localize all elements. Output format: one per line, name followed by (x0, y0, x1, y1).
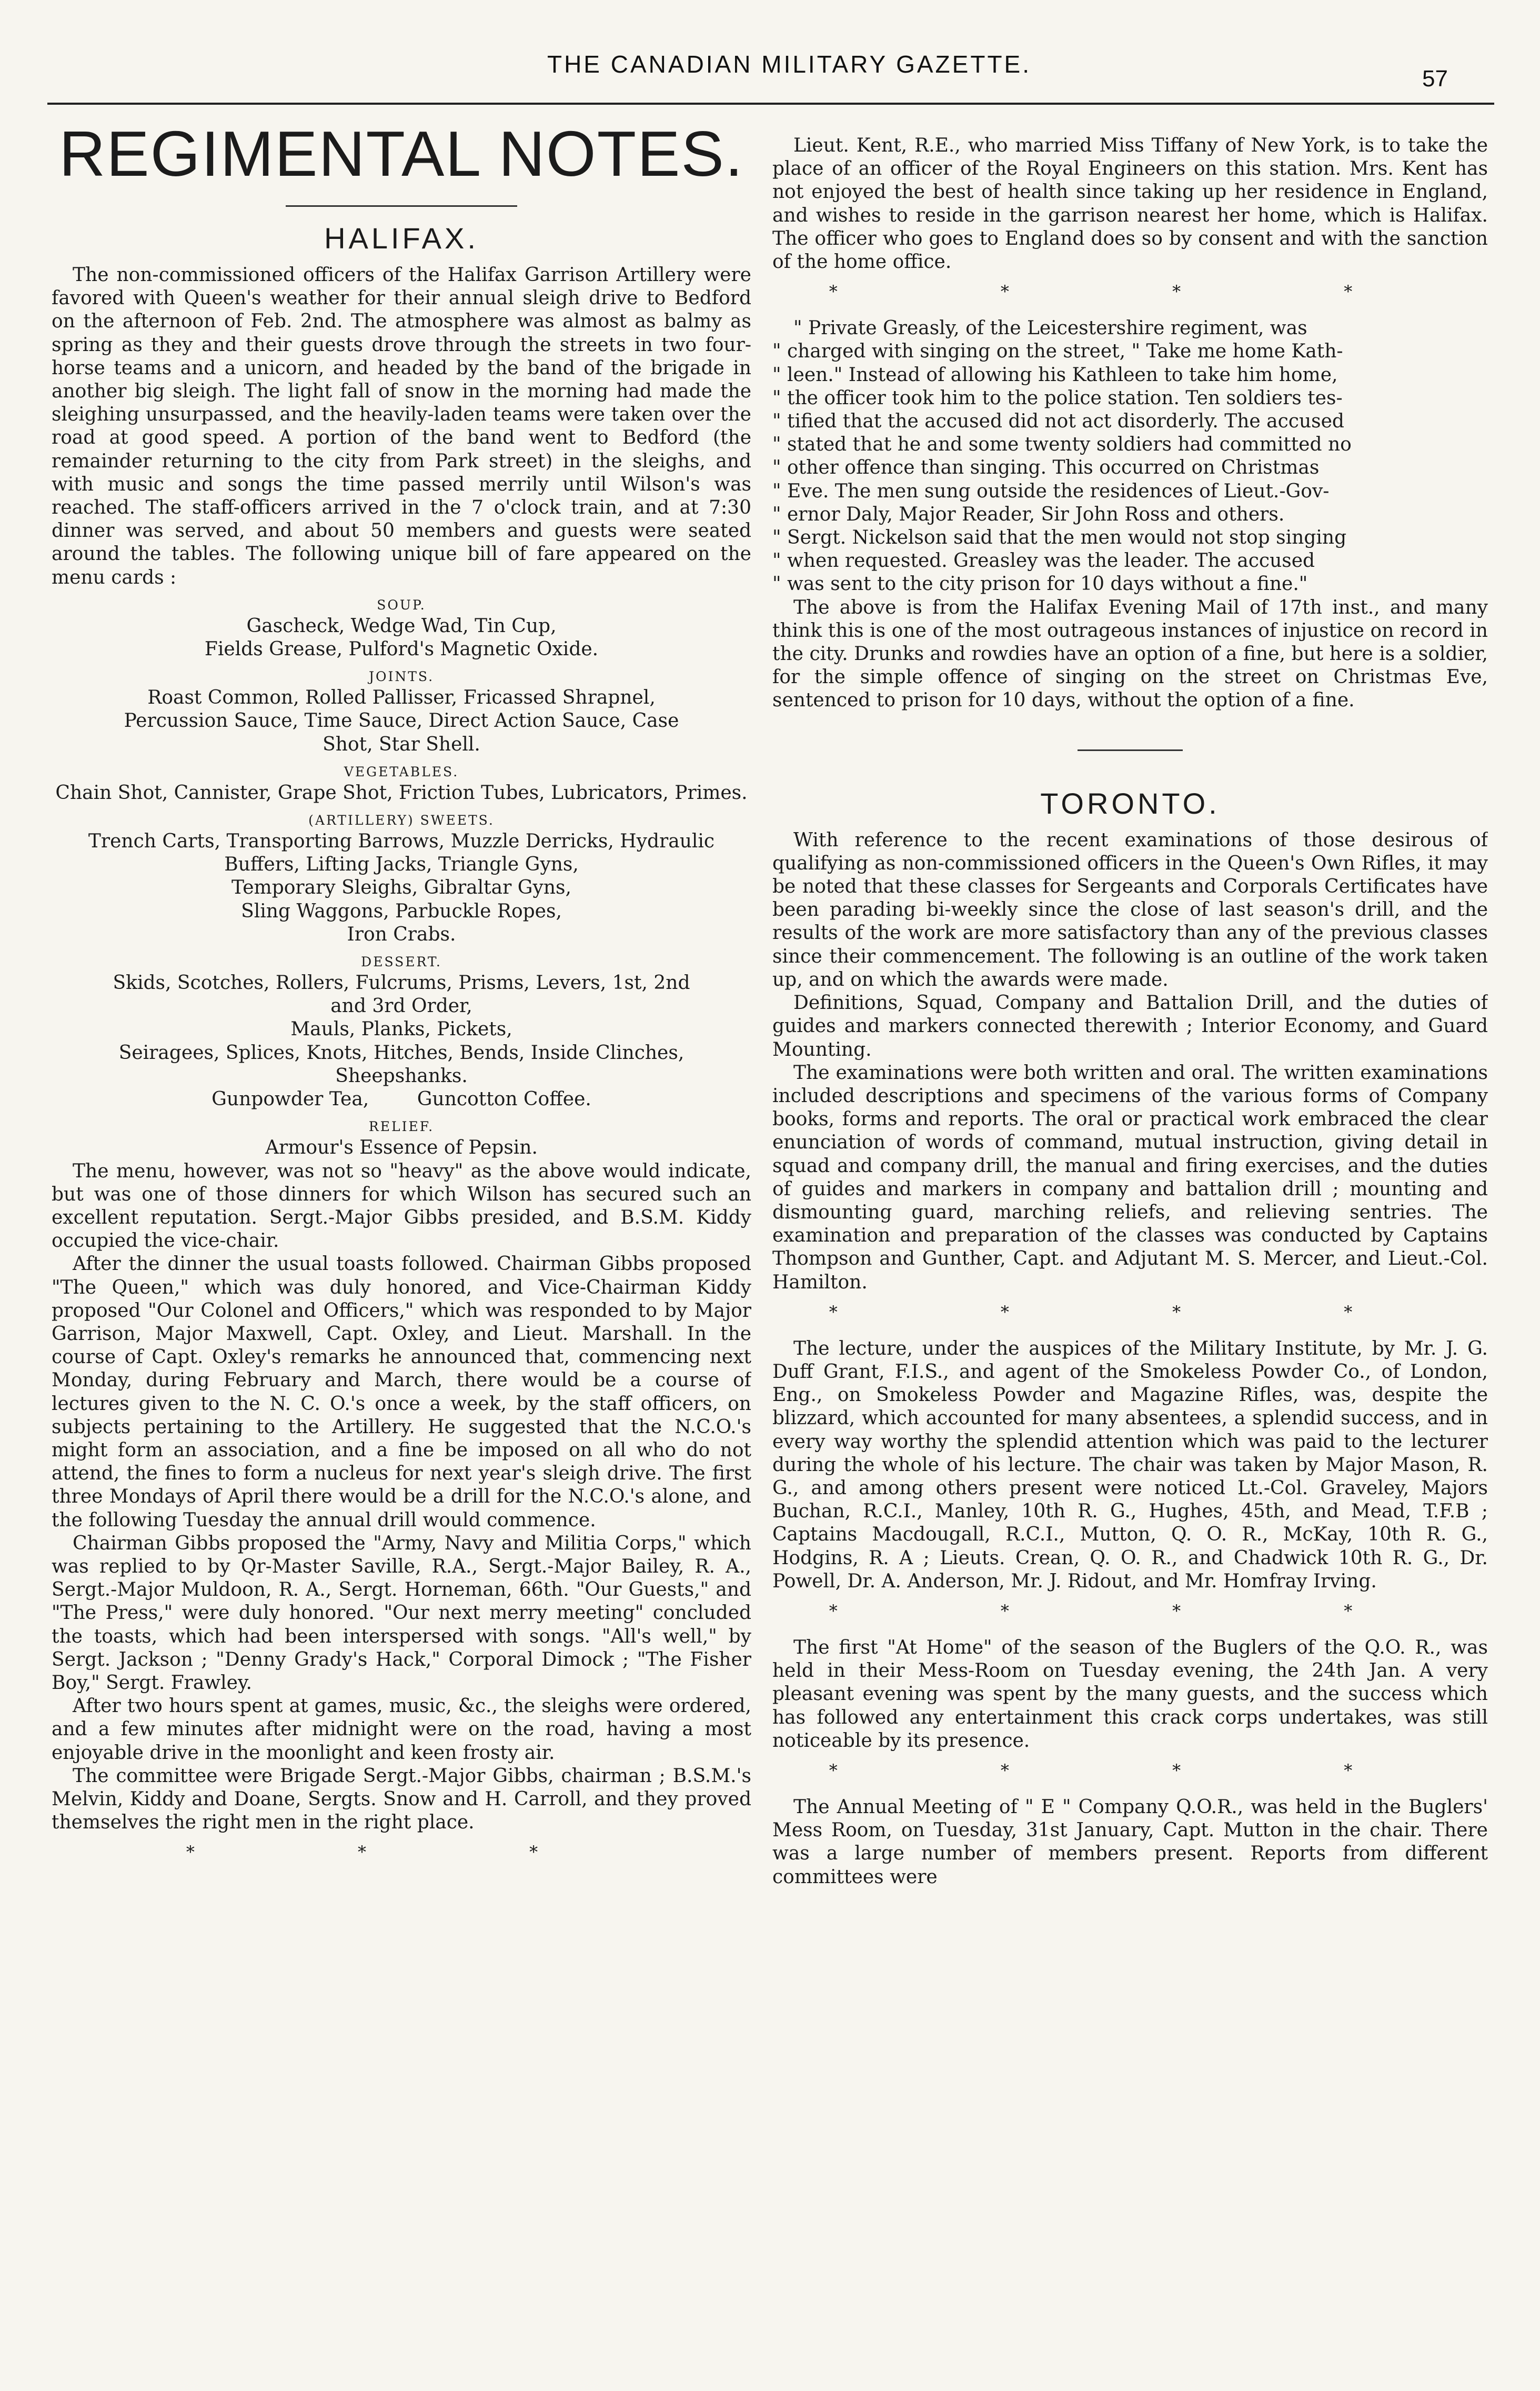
quote-line: " Sergt. Nickelson said that the men would not stop singing (772, 527, 1347, 549)
menu-line: Fields Grease, Pulford's Magnetic Oxide. (204, 638, 599, 661)
quote-line: " ernor Daly, Major Reader, Sir John Ross and others. (772, 503, 1285, 525)
title-rule (286, 205, 517, 207)
toronto-paragraph-2: Definitions, Squad, Company and Battalion Drill, and the duties of guides and markers connected therewith ; Interior Economy, and Guard Mounting. (772, 992, 1488, 1061)
quote-line: " Private Greasly, of the Leicestershire regiment, was (793, 317, 1307, 339)
toronto-heading: TORONTO. (1040, 786, 1220, 820)
toronto-paragraph-3: The examinations were both written and oral. The written examinations included descriptions and specimens of the various forms of Company books, forms and reports. The oral or practical work embraced the clear enunciation of words of command, mutual instruction, giving detail in squad and company drill, the manual and firing exercises, and the duties of guides and markers in company and battalion drill ; mounting and dismounting guard, marching reliefs, and relieving sentries. The examination and preparation of the classes was conducted by Captains Thompson and Gunther, Capt. and Adjutant M. S. Mercer, and Lieut.-Col. Hamilton. (772, 1062, 1488, 1293)
menu-line: Mauls, Planks, Pickets, (290, 1018, 512, 1041)
halifax-paragraph-2: The menu, however, was not so "heavy" as the above would indicate, but was one of those dinners for which Wilson has secured such an excellent reputation. Sergt.-Major Gibbs presided, and B.S.M. Kiddy occupied the vice-chair. (52, 1160, 751, 1252)
section-separator-stars: * * * * (829, 1600, 1432, 1621)
menu-line: Chain Shot, Cannister, Grape Shot, Friction Tubes, Lubricators, Primes. (55, 782, 748, 804)
menu-heading-vegetables: VEGETABLES. (344, 764, 459, 779)
quote-line: " leen." Instead of allowing his Kathleen to take him home, (772, 364, 1338, 386)
menu-line: Trench Carts, Transporting Barrows, Muzzle Derricks, Hydraulic Buffers, Lifting Jacks, Triangle Gyns, (88, 831, 715, 876)
section-separator-stars: * * * * (829, 282, 1432, 302)
menu-heading-relief: RELIEF. (368, 1119, 435, 1135)
halifax-paragraph-1: The non-commissioned officers of the Halifax Garrison Artillery were favored with Queen's weather for their annual sleigh drive to Bedford on the afternoon of Feb. 2nd. The atmosphere was almost as balmy as spring as they and their guests drove through the streets in two four-horse teams and a unicorn, and headed by the band of the brigade in another big sleigh. The light fall of snow in the morning had made the sleighing unsurpassed, and the heavily-laden teams were taken over the road at good speed. A portion of the band went to Bedford (the remainder returning to the city from Park street) in the sleighs, and with music and songs the time passed merrily until Wilson's was reached. The staff-officers arrived in the 7 o'clock train, and at 7:30 dinner was served, and about 50 members and guests were seated around the tables. The following unique bill of fare appeared on the menu cards : (52, 264, 751, 588)
menu-line: Temporary Sleighs, Gibraltar Gyns, (231, 877, 571, 899)
menu-bill-of-fare (52, 597, 751, 1160)
page-title: REGIMENTAL NOTES. (59, 118, 744, 189)
menu-line: Seiragees, Splices, Knots, Hitches, Bends, Inside Clinches, (118, 1042, 685, 1064)
menu-heading-joints: JOINTS. (368, 669, 435, 685)
menu-line: Shot, Star Shell. (323, 733, 480, 755)
menu-heading-sweets: (ARTILLERY) SWEETS. (308, 813, 495, 828)
halifax-paragraph-7: Lieut. Kent, R.E., who married Miss Tiffany of New York, is to take the place of an officer of the Royal Engineers on this station. Mrs. Kent has not enjoyed the best of health since taking up her residence in England, and wishes to reside in the garrison nearest her home, which is Halifax. The officer who goes to England does so by consent and with the sanction of the home office. (772, 135, 1488, 273)
quote-line: " the officer took him to the police station. Ten soldiers tes- (772, 387, 1343, 409)
menu-heading-soup: SOUP. (377, 597, 426, 613)
toronto-paragraph-5: The first "At Home" of the season of the Buglers of the Q.O. R., was held in their Mess-Room on Tuesday evening, the 24th Jan. A very pleasant evening was spent by the many guests, and the success which has followed any entertainment this crack corps undertakes, was still noticeable by its presence. (772, 1636, 1488, 1752)
menu-heading-dessert: DESSERT. (361, 954, 442, 970)
halifax-paragraph-4: Chairman Gibbs proposed the "Army, Navy and Militia Corps," which was replied to by Qr-Master Saville, R.A., Sergt.-Major Bailey, R. A., Sergt.-Major Muldoon, R. A., Sergt. Horneman, 66th. "Our Guests," and "The Press," were duly honored. "Our next merry meeting" concluded the toasts, which had been interspersed with songs. "All's well," by Sergt. Jackson ; "Denny Grady's Hack," Corporal Dimock ; "The Fisher Boy," Sergt. Frawley. (52, 1532, 751, 1694)
quote-line: " Eve. The men sung outside the residences of Lieut.-Gov- (772, 480, 1330, 502)
halifax-paragraph-3: After the dinner the usual toasts followed. Chairman Gibbs proposed "The Queen," which was duly honored, and Vice-Chairman Kiddy proposed "Our Colonel and Officers," which was responded to by Major Garrison, Major Maxwell, Capt. Oxley, and Lieut. Marshall. In the course of Capt. Oxley's remarks he announced that, commencing next Monday, during February and March, there would be a course of lectures given to the N. C. O.'s once a week, by the staff officers, on subjects pertaining to the Artillery. He suggested that the N.C.O.'s might form an association, and a fine be imposed on all who do not attend, the fines to form a nucleus for next year's sleigh drive. The first three Mondays of April there would be a drill for the N.C.O.'s alone, and the following Tuesday the annual drill would commence. (52, 1253, 751, 1531)
halifax-heading: HALIFAX. (324, 222, 479, 255)
toronto-paragraph-6: The Annual Meeting of " E " Company Q.O.R., was held in the Buglers' Mess Room, on Tuesday, 31st January, Capt. Mutton in the chair. There was a large number of members present. Reports from different committees were (772, 1796, 1488, 1888)
menu-line: Sling Waggons, Parbuckle Ropes, (241, 900, 562, 922)
menu-line: Skids, Scotches, Rollers, Fulcrums, Prisms, Levers, 1st, 2nd (113, 972, 690, 994)
halifax-paragraph-5: After two hours spent at games, music, &c., the sleighs were ordered, and a few minutes after midnight were on the road, having a most enjoyable drive in the moonlight and keen frosty air. (52, 1695, 751, 1764)
menu-line: Gascheck, Wedge Wad, Tin Cup, (246, 615, 557, 637)
right-column (772, 113, 1488, 2350)
halifax-paragraph-6: The committee were Brigade Sergt.-Major Gibbs, chairman ; B.S.M.'s Melvin, Kiddy and Doane, Sergts. Snow and H. Carroll, and they proved themselves the right men in the right place. (52, 1765, 751, 1834)
page-number: 57 (1422, 66, 1448, 92)
menu-line: Roast Common, Rolled Pallisser, Fricassed Shrapnel, (147, 687, 656, 709)
section-separator-stars: * * * * (829, 1760, 1432, 1780)
menu-line: Sheepshanks. (335, 1065, 468, 1087)
menu-line: Gunpowder Tea, Guncotton Coffee. (212, 1088, 591, 1111)
section-separator-stars: * * * * (829, 1302, 1432, 1322)
section-rule (1078, 749, 1183, 751)
section-separator-stars: * * * (186, 1842, 617, 1863)
quote-line: " charged with singing on the street, " Take me home Kath- (772, 341, 1343, 363)
menu-line: Iron Crabs. (347, 923, 456, 945)
menu-line: and 3rd Order, (330, 995, 472, 1017)
quote-line: " tified that the accused did not act disorderly. The accused (772, 411, 1344, 433)
quote-line: " stated that he and some twenty soldiers had committed no (772, 434, 1352, 456)
left-column (52, 113, 751, 2350)
halifax-paragraph-8: The above is from the Halifax Evening Mail of 17th inst., and many think this is one of the most outrageous instances of injustice on record in the city. Drunks and rowdies have an option of a fine, but here is a soldier, for the simple offence of singing on the street on Christmas Eve, sentenced to prison for 10 days, without the option of a fine. (772, 596, 1488, 712)
header-rule (47, 103, 1494, 105)
running-head: THE CANADIAN MILITARY GAZETTE. (547, 51, 1031, 78)
quote-line: " was sent to the city prison for 10 days without a fine." (772, 573, 1308, 595)
menu-line: Percussion Sauce, Time Sauce, Direct Action Sauce, Case (124, 710, 679, 732)
toronto-paragraph-1: With reference to the recent examinations of those desirous of qualifying as non-commissioned officers in the Queen's Own Rifles, it may be noted that these classes for Sergeants and Corporals Certificates have been parading bi-weekly since the close of last season's drill, and the results of the work are more satisfactory than any of the previous classes since their commencement. The following is an outline of the work taken up, and on which the awards were made. (772, 829, 1488, 991)
quoted-newspaper-report (772, 317, 1488, 596)
toronto-paragraph-4: The lecture, under the auspices of the Military Institute, by Mr. J. G. Duff Grant, F.I.S., and agent of the Smokeless Powder Co., of London, Eng., on Smokeless Powder and Magazine Rifles, was, despite the blizzard, which accounted for many absentees, a splendid success, and in every way worthy the splendid attention which was paid to the lecturer during the whole of his lecture. The chair was taken by Major Mason, R. G., and among others present were noticed Lt.-Col. Graveley, Majors Buchan, R.C.I., Manley, 10th R. G., Hughes, 45th, and Mead, T.F.B ; Captains Macdougall, R.C.I., Mutton, Q. O. R., McKay, 10th R. G., Hodgins, R. A ; Lieuts. Crean, Q. O. R., and Chadwick 10th R. G., Dr. Powell, Dr. A. Anderson, Mr. J. Ridout, and Mr. Homfray Irving. (772, 1337, 1488, 1592)
menu-line: Armour's Essence of Pepsin. (265, 1137, 538, 1159)
quote-line: " other offence than singing. This occurred on Christmas (772, 457, 1320, 479)
quote-line: " when requested. Greasley was the leader. The accused (772, 550, 1315, 572)
